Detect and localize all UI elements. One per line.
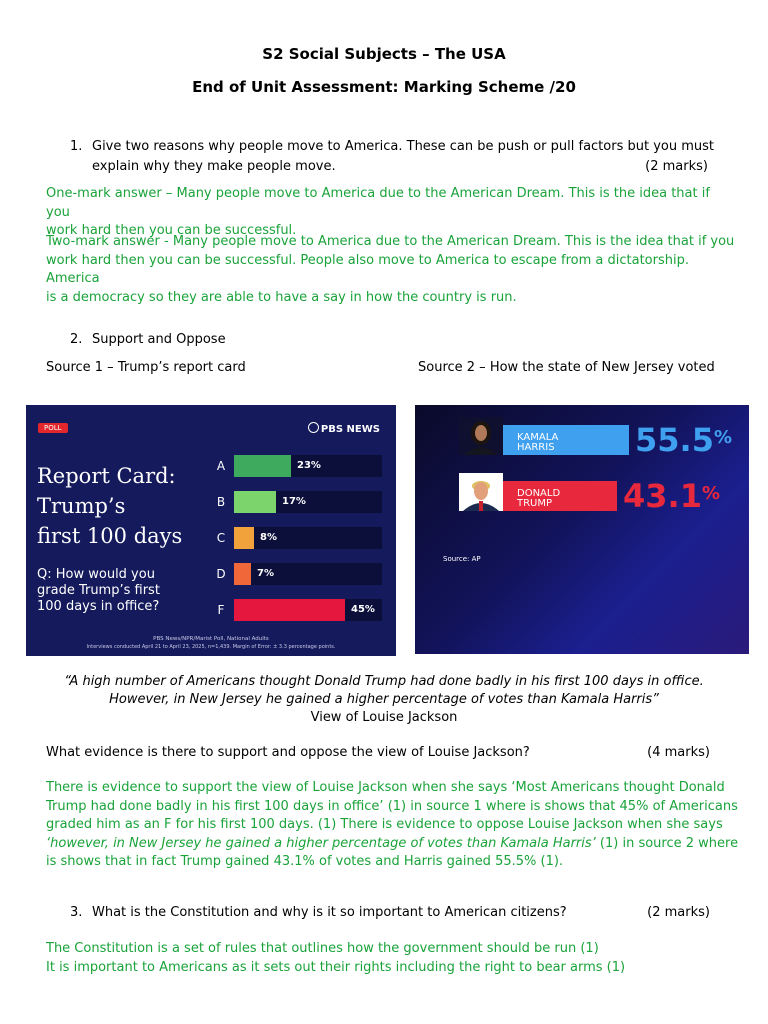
source-ap-label: Source: AP xyxy=(443,555,481,563)
pct-value: 55.5 xyxy=(635,421,714,459)
question-text: What is the Constitution and why is it so important to American citizens? xyxy=(92,905,567,920)
answer-line: It is important to Americans as it sets out their rights including the right to bear arms (1) xyxy=(46,959,626,975)
answer-line: One-mark answer – Many people move to America due to the American Dream. This is the idea that if you xyxy=(46,186,710,220)
answer-text: (1) in source 2 where xyxy=(595,835,739,851)
answer-line: The Constitution is a set of rules that outlines how the government should be run (1) xyxy=(46,941,599,956)
grade-pct-label: 23% xyxy=(297,460,321,471)
answer-line: graded him as an F for his first 100 days. (1) There is evidence to oppose Louise Jackson when she says xyxy=(46,817,723,832)
answer-line: is a democracy so they are able to have a say in how the country is run. xyxy=(46,289,517,305)
question-text: explain why they make people move. xyxy=(92,159,336,174)
answer-line: work hard then you can be successful. People also move to America to escape from a dictatorship. America xyxy=(46,252,689,286)
harris-photo xyxy=(459,417,503,459)
question-1 xyxy=(70,137,720,177)
question-number: 3. xyxy=(70,905,83,920)
grade-letter-a: A xyxy=(216,459,226,473)
grade-letter-d: D xyxy=(216,567,226,581)
pct-value: 43.1 xyxy=(623,477,702,515)
marks-label: (2 marks) xyxy=(645,159,708,174)
grade-pct-label: 8% xyxy=(260,532,277,543)
document-subtitle: End of Unit Assessment: Marking Scheme /20 xyxy=(192,78,576,96)
report-card-title xyxy=(37,461,182,551)
trump-photo xyxy=(459,473,503,515)
harris-portrait-icon xyxy=(459,417,503,455)
question-line: 100 days in office? xyxy=(37,599,160,614)
grade-letter-b: B xyxy=(216,495,226,509)
quote-line-1: “A high number of Americans thought Donald Trump had done badly in his first 100 days in office. xyxy=(64,674,704,689)
question-2-heading xyxy=(70,330,226,350)
poll-method-footer: Interviews conducted April 21 to April 23, 2025, n=1,439. Margin of Error: ± 3.3 percentage points. xyxy=(86,644,336,650)
answer-line: is shows that in fact Trump gained 43.1% of votes and Harris gained 55.5% (1). xyxy=(46,854,564,869)
harris-percentage xyxy=(635,423,732,457)
question-number: 1. xyxy=(70,139,83,154)
pbs-brand-text: PBS NEWS xyxy=(320,424,380,435)
question-3 xyxy=(70,903,710,923)
answer-line xyxy=(46,835,746,854)
document-title: S2 Social Subjects – The USA xyxy=(262,45,506,63)
answer-italic-quote: ‘however, in New Jersey he gained a higher percentage of votes than Kamala Harris’ xyxy=(46,835,596,851)
answer-line: work hard then you can be successful. xyxy=(46,223,297,238)
pct-sign: % xyxy=(713,427,732,448)
q1-two-mark-answer xyxy=(46,233,746,307)
source-1-report-card-image xyxy=(26,405,396,656)
title-line: Trump’s xyxy=(37,494,126,518)
grade-pct-label: 17% xyxy=(282,496,306,507)
trump-portrait-icon xyxy=(459,473,503,511)
quote-line-2: However, in New Jersey he gained a higher percentage of votes than Kamala Harris” xyxy=(109,692,659,707)
source-1-label: Source 1 – Trump’s report card xyxy=(46,360,246,375)
report-card-question xyxy=(37,567,160,615)
marks-label: (4 marks) xyxy=(647,745,710,760)
question-line: grade Trump’s first xyxy=(37,583,160,598)
question-text: Support and Oppose xyxy=(92,332,226,347)
grade-letter-f: F xyxy=(217,603,225,617)
grade-bar-f xyxy=(234,599,345,621)
source-2-new-jersey-results-image xyxy=(415,405,749,654)
question-text: Give two reasons why people move to America. These can be push or pull factors but you must xyxy=(92,139,714,154)
grade-bar-b xyxy=(234,491,276,513)
candidate-first-name: KAMALA xyxy=(517,432,559,443)
pct-sign: % xyxy=(701,483,720,504)
pbs-logo-icon xyxy=(308,422,319,433)
quote-attribution: View of Louise Jackson xyxy=(310,710,458,725)
grade-bar-c xyxy=(234,527,254,549)
grade-pct-label: 45% xyxy=(351,604,375,615)
answer-line: Trump had done badly in his first 100 days in office’ (1) in source 1 where is shows that 45% of Americans xyxy=(46,798,738,814)
question-2-prompt xyxy=(46,743,710,763)
poll-source-footer: PBS News/NPR/Marist Poll, National Adults xyxy=(153,636,269,642)
answer-line: There is evidence to support the view of Louise Jackson when she says ‘Most Americans thought Donald xyxy=(46,780,725,795)
trump-name xyxy=(517,489,560,509)
question-number: 2. xyxy=(70,332,83,347)
poll-tag: POLL xyxy=(38,423,68,433)
marks-label: (2 marks) xyxy=(647,905,710,920)
grade-letter-c: C xyxy=(216,531,226,545)
q2-answer xyxy=(46,779,746,872)
source-2-label: Source 2 – How the state of New Jersey voted xyxy=(418,360,715,375)
title-line: first 100 days xyxy=(37,524,183,548)
title-line: Report Card: xyxy=(37,464,176,488)
pbs-news-logo xyxy=(308,422,380,435)
candidate-first-name: DONALD xyxy=(517,488,561,499)
question-line: Q: How would you xyxy=(37,567,155,582)
grade-pct-label: 7% xyxy=(257,568,274,579)
question-text: What evidence is there to support and oppose the view of Louise Jackson? xyxy=(46,745,530,760)
grade-bar-d xyxy=(234,563,251,585)
harris-name xyxy=(517,433,558,453)
grade-track xyxy=(234,527,382,549)
candidate-last-name: HARRIS xyxy=(517,442,555,453)
candidate-last-name: TRUMP xyxy=(517,498,553,509)
q3-answer xyxy=(46,940,746,977)
answer-line: Two-mark answer - Many people move to America due to the American Dream. This is the idea that if you xyxy=(46,234,735,249)
trump-percentage xyxy=(623,479,720,513)
grade-bar-a xyxy=(234,455,291,477)
